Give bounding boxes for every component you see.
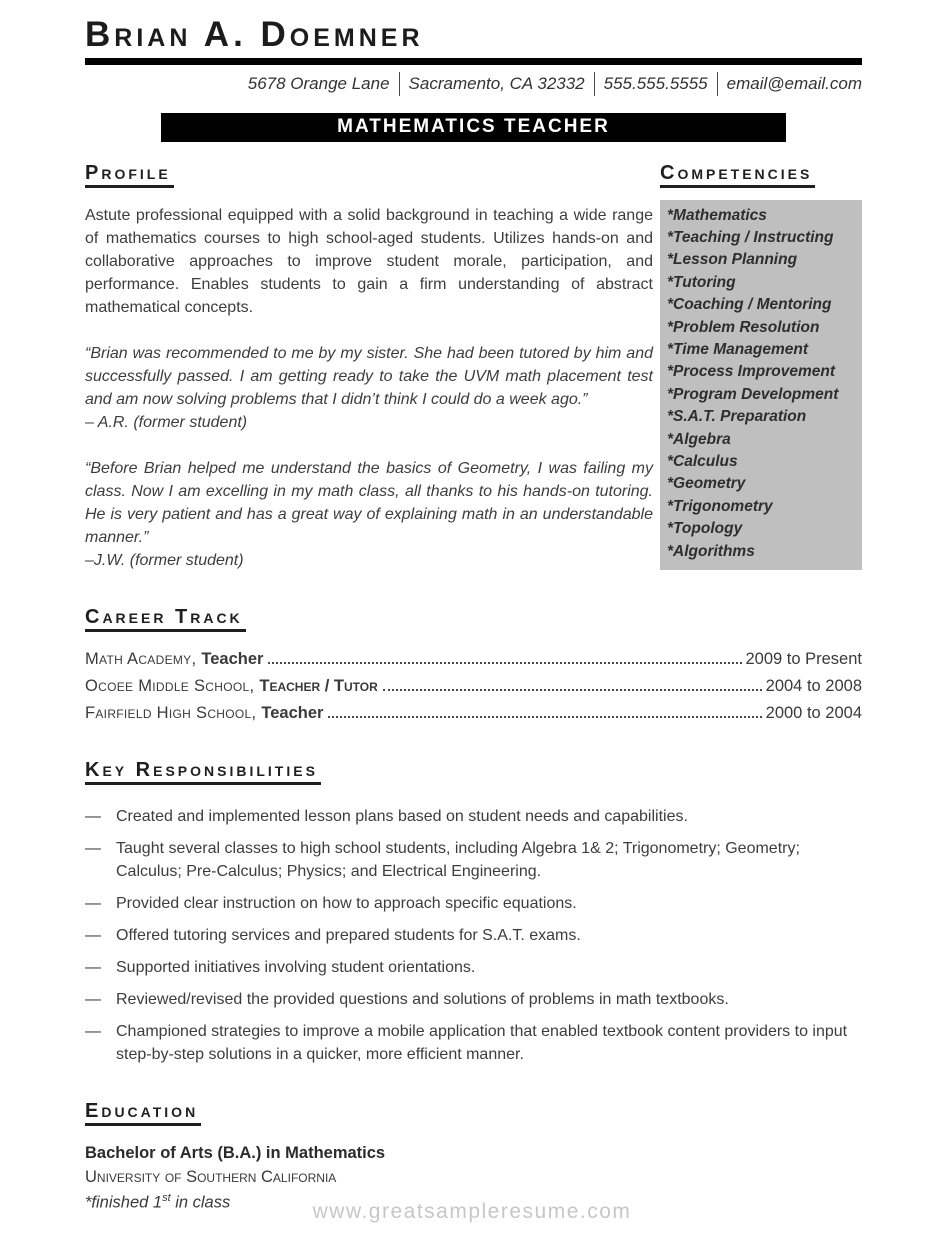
dash-bullet: — bbox=[85, 958, 101, 976]
employment-dates: 2009 to Present bbox=[745, 649, 862, 668]
education-note-superscript: st bbox=[162, 1191, 171, 1204]
quote-text: “Brian was recommended to me by my sister. She had been tutored by him and successfully passed. I am getting ready to take the UVM math placement test and am now solving problems that I didn’t think I could do a week ago.” bbox=[85, 344, 653, 408]
education-heading: Education bbox=[85, 1100, 201, 1126]
contact-separator bbox=[594, 72, 595, 96]
responsibility-text: Supported initiatives involving student orientations. bbox=[116, 958, 476, 976]
list-item bbox=[85, 837, 862, 883]
career-row bbox=[85, 677, 862, 696]
dot-leader bbox=[383, 689, 762, 691]
testimonial-quote bbox=[85, 457, 653, 572]
responsibility-text: Taught several classes to high school students, including Algebra 1& 2; Trigonometry; Geometry; Calculus; Pre-Calculus; Physics; and Electrical Engineering. bbox=[116, 839, 800, 880]
contact-address: 5678 Orange Lane bbox=[247, 73, 390, 93]
competency-item: *Trigonometry bbox=[667, 497, 773, 515]
education-note-suffix: in class bbox=[170, 1193, 231, 1211]
career-row bbox=[85, 704, 862, 723]
competencies-section bbox=[660, 162, 862, 572]
job-title: Teacher bbox=[261, 703, 324, 722]
quote-text: “Before Brian helped me understand the basics of Geometry, I was failing my class. Now I am excelling in my math class, all thanks to his hands-on tutoring. He is very patient and has a great way of explaining math in an understandable manner.” bbox=[85, 459, 653, 546]
dash-bullet: — bbox=[85, 839, 101, 857]
career-track-section bbox=[85, 606, 862, 723]
competency-item: *Geometry bbox=[667, 475, 746, 493]
competency-item: *S.A.T. Preparation bbox=[667, 408, 807, 426]
competency-item: *Topology bbox=[667, 520, 743, 538]
profile-summary: Astute professional equipped with a solid background in teaching a wide range of mathematics courses to high school-aged students. Utilizes hands-on and collaborative approaches to improve student morale, participation, and performance. Enables students to gain a firm understanding of abstract mathematical concepts. bbox=[85, 206, 653, 316]
competency-item: *Algorithms bbox=[667, 542, 755, 560]
responsibility-text: Championed strategies to improve a mobile application that enabled textbook content providers to input step-by-step solutions in a quicker, more efficient manner. bbox=[116, 1022, 848, 1063]
list-item bbox=[85, 1020, 862, 1066]
responsibility-list bbox=[85, 805, 862, 1066]
list-item bbox=[85, 956, 862, 979]
education-note-prefix: *finished 1 bbox=[85, 1193, 163, 1211]
quote-attribution: – A.R. (former student) bbox=[85, 413, 248, 431]
competency-item: *Lesson Planning bbox=[667, 251, 798, 269]
title-banner-label: MATHEMATICS TEACHER bbox=[337, 116, 610, 137]
competency-item: *Teaching / Instructing bbox=[667, 228, 834, 246]
profile-section bbox=[85, 162, 653, 572]
contact-separator bbox=[717, 72, 718, 96]
competencies-heading: Competencies bbox=[660, 162, 815, 188]
list-item bbox=[85, 805, 862, 828]
job-title: Teacher bbox=[201, 649, 264, 668]
contact-line bbox=[85, 72, 862, 96]
contact-city: Sacramento, CA 32332 bbox=[408, 73, 585, 93]
list-item bbox=[85, 924, 862, 947]
responsibility-text: Created and implemented lesson plans based on student needs and capabilities. bbox=[116, 807, 688, 825]
person-name: Brian A. Doemner bbox=[85, 15, 424, 54]
competency-item: *Algebra bbox=[667, 430, 731, 448]
dash-bullet: — bbox=[85, 990, 101, 1008]
header bbox=[85, 16, 862, 142]
employment-dates: 2000 to 2004 bbox=[765, 703, 862, 722]
competency-item: *Coaching / Mentoring bbox=[667, 296, 832, 314]
dot-leader bbox=[328, 716, 761, 718]
key-responsibilities-heading: Key Responsibilities bbox=[85, 759, 321, 785]
dash-bullet: — bbox=[85, 1022, 101, 1040]
top-columns bbox=[85, 162, 862, 572]
career-track-heading: Career Track bbox=[85, 606, 246, 632]
school-name: University of Southern California bbox=[85, 1167, 337, 1186]
contact-separator bbox=[399, 72, 400, 96]
employment-dates: 2004 to 2008 bbox=[765, 676, 862, 695]
contact-email: email@email.com bbox=[726, 73, 862, 93]
list-item bbox=[85, 988, 862, 1011]
contact-phone: 555.555.5555 bbox=[603, 73, 708, 93]
list-item bbox=[85, 892, 862, 915]
competency-item: *Calculus bbox=[667, 452, 738, 470]
career-row bbox=[85, 650, 862, 669]
competency-item: *Tutoring bbox=[667, 273, 736, 291]
degree-title: Bachelor of Arts (B.A.) in Mathematics bbox=[85, 1143, 386, 1162]
dot-leader bbox=[268, 662, 741, 664]
competency-item: *Process Improvement bbox=[667, 363, 835, 381]
responsibility-text: Provided clear instruction on how to approach specific equations. bbox=[116, 894, 577, 912]
job-title: Teacher / Tutor bbox=[259, 676, 378, 695]
competency-item: *Mathematics bbox=[667, 206, 767, 224]
testimonial-quote bbox=[85, 342, 653, 434]
dash-bullet: — bbox=[85, 894, 101, 912]
employer-name: Fairfield High School, bbox=[85, 703, 257, 722]
key-responsibilities-section bbox=[85, 759, 862, 1066]
responsibility-text: Offered tutoring services and prepared students for S.A.T. exams. bbox=[116, 926, 581, 944]
responsibility-text: Reviewed/revised the provided questions and solutions of problems in math textbooks. bbox=[116, 990, 729, 1008]
education-section bbox=[85, 1100, 862, 1213]
header-double-rule bbox=[85, 58, 862, 65]
career-rows bbox=[85, 650, 862, 723]
employer-name: Ocoee Middle School, bbox=[85, 676, 255, 695]
dash-bullet: — bbox=[85, 926, 101, 944]
competency-item: *Program Development bbox=[667, 385, 839, 403]
employer-name: Math Academy, bbox=[85, 649, 197, 668]
title-banner bbox=[161, 113, 786, 142]
competencies-box bbox=[660, 200, 862, 571]
profile-heading: Profile bbox=[85, 162, 174, 188]
competency-item: *Time Management bbox=[667, 340, 808, 358]
dash-bullet: — bbox=[85, 807, 101, 825]
quote-attribution: –J.W. (former student) bbox=[85, 551, 244, 569]
watermark: www.greatsampleresume.com bbox=[312, 1200, 632, 1223]
competency-item: *Problem Resolution bbox=[667, 318, 820, 336]
